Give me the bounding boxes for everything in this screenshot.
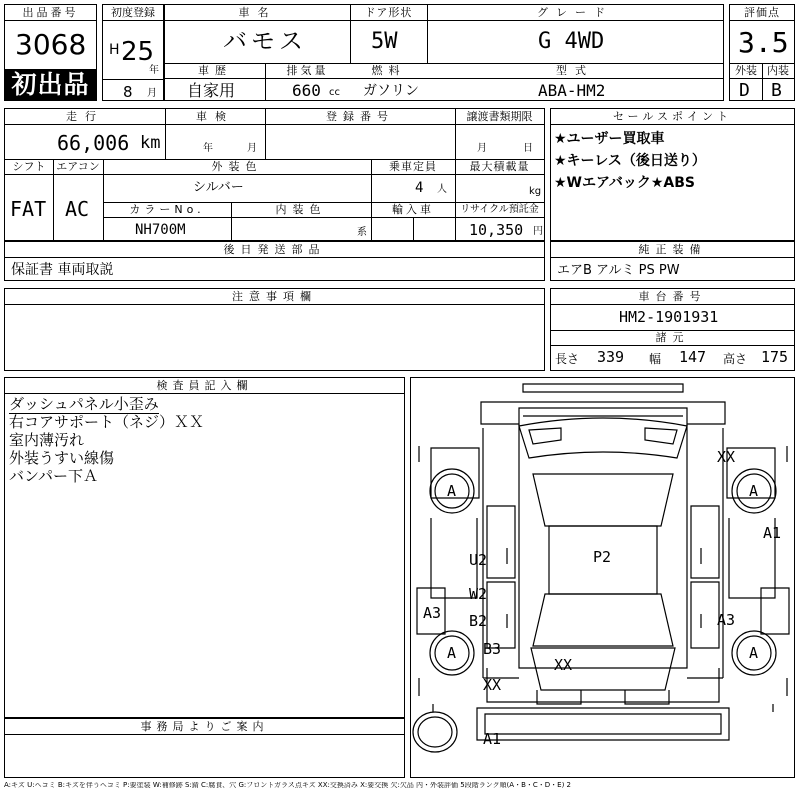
displacement: 660 <box>292 81 321 100</box>
displacement-unit: cc <box>329 87 340 98</box>
score-label: 評価点 <box>744 6 780 19</box>
equipment-box <box>550 241 795 281</box>
width: 147 <box>679 348 707 366</box>
recycle-label: リサイクル預託金 <box>460 204 539 215</box>
damage-a3-right: A3 <box>717 611 736 629</box>
inspector-line-5: バンパー下Ａ <box>9 467 98 485</box>
chassis-box <box>550 288 795 371</box>
chassis-label: 車台番号 <box>638 290 707 303</box>
lot-number-box <box>4 4 97 101</box>
damage-a-front-left-tire: A <box>447 482 457 500</box>
damage-xx-center: XX <box>554 656 573 674</box>
damage-a-front-right-tire: A <box>749 482 759 500</box>
registration-year: 25 <box>121 37 155 67</box>
registration-year-unit: 年 <box>149 65 159 76</box>
inspection-month-unit: 月 <box>247 143 257 154</box>
damage-w2: W2 <box>469 585 488 603</box>
ac-label: エアコン <box>56 160 100 173</box>
color-no: NH700M <box>135 222 186 238</box>
exterior-grade-label: 外装 <box>735 64 757 77</box>
load-unit: kg <box>529 186 542 197</box>
dimensions-label: 諸元 <box>655 331 690 344</box>
damage-p2-roof: P2 <box>593 548 612 566</box>
interior-color-label: 内装色 <box>275 203 327 216</box>
lot-number: 3068 <box>15 28 87 61</box>
sales-point-1: ★ユーザー買取車 <box>554 131 665 147</box>
equipment-value: エアB アルミ PS PW <box>557 263 680 278</box>
capacity: 4 <box>415 180 424 196</box>
inspector-line-1: ダッシュパネル小歪み <box>9 395 159 413</box>
inspection-year-unit: 年 <box>203 143 213 154</box>
registration-label: 初度登録 <box>111 6 155 19</box>
sales-points-box <box>550 108 795 241</box>
capacity-unit: 人 <box>437 184 447 195</box>
lot-label: 出品番号 <box>22 6 79 19</box>
model-code: ABA-HM2 <box>538 81 606 100</box>
sales-points-label: セールスポイント <box>612 110 732 123</box>
car-name-label: 車名 <box>238 6 277 19</box>
damage-a1-rear: A1 <box>483 730 502 748</box>
capacity-label: 乗車定員 <box>389 160 437 173</box>
damage-a-rear-right-tire: A <box>749 644 759 662</box>
door-label: ドア形状 <box>364 6 413 19</box>
inspector-line-2: 右コアサポート（ネジ）ＸＸ <box>9 413 205 431</box>
ac: AC <box>65 197 90 221</box>
car-name: バモス <box>223 27 307 55</box>
history-label: 車歴 <box>198 64 232 77</box>
mileage-unit: km <box>140 133 161 153</box>
history: 自家用 <box>187 81 236 100</box>
displacement-label: 排気量 <box>286 64 329 77</box>
registration-month: 8 <box>123 83 133 101</box>
specs-box <box>4 108 545 241</box>
interior-grade: B <box>771 80 782 101</box>
damage-u2: U2 <box>469 551 488 569</box>
car-info-box <box>164 4 724 101</box>
notes-label: 注意事項欄 <box>232 290 317 303</box>
score-box <box>729 4 795 101</box>
width-label: 幅 <box>649 352 662 366</box>
length-label: 長さ <box>555 352 580 366</box>
model-label: 型式 <box>556 64 594 77</box>
notes-box <box>4 288 545 371</box>
damage-b2: B2 <box>469 612 488 630</box>
inspector-label: 検査員記入欄 <box>156 379 253 392</box>
later-parts-value: 保証書 車両取説 <box>11 262 114 278</box>
length: 339 <box>597 348 625 366</box>
color: シルバー <box>193 180 244 195</box>
sales-point-2: ★キーレス（後日送り） <box>554 153 706 169</box>
car-diagram-box <box>410 377 795 778</box>
interior-grade-label: 内装 <box>767 64 789 77</box>
height-label: 高さ <box>723 352 748 366</box>
equipment-label: 純正装備 <box>638 243 707 256</box>
height: 175 <box>761 348 789 366</box>
grade: G 4WD <box>538 29 605 54</box>
load-label: 最大積載量 <box>469 160 530 173</box>
office-label: 事務局よりご案内 <box>140 720 269 733</box>
score: 3.5 <box>738 26 789 59</box>
damage-a1-right-front: A1 <box>763 524 782 542</box>
mileage-label: 走行 <box>66 110 104 123</box>
damage-a-rear-left-tire: A <box>447 644 457 662</box>
mileage: 66,006 <box>57 131 130 155</box>
shift: FAT <box>10 197 47 221</box>
color-label: 外装色 <box>211 160 263 173</box>
exterior-grade: D <box>739 80 750 101</box>
damage-b3: B3 <box>483 640 502 658</box>
car-diagram-drawing <box>411 378 795 778</box>
inspector-line-4: 外装うすい線傷 <box>9 449 115 467</box>
inspector-line-3: 室内薄汚れ <box>9 431 85 449</box>
fuel-label: 燃料 <box>371 64 406 77</box>
damage-xx-front-right: XX <box>717 448 736 466</box>
shift-label: シフト <box>12 160 46 173</box>
first-listing-badge: 初出品 <box>5 69 96 100</box>
later-parts-label: 後日発送部品 <box>223 243 326 256</box>
registration-month-unit: 月 <box>147 88 157 99</box>
era: H <box>109 42 120 58</box>
interior-color-unit: 系 <box>357 227 367 238</box>
door-type: 5W <box>371 29 398 54</box>
legend: A:キズ U:ヘコミ B:キズを伴うヘコミ P:要塗装 W:補修跡 S:錆 C:腐食、穴 G:フロントガラス点キズ XX:交換済み X:要交換 欠:欠品 内・外装評価 5段階ランク順(A・B・C・D・E) 2 <box>4 782 572 789</box>
transfer-day-unit: 日 <box>523 143 533 154</box>
later-parts-box <box>4 241 545 281</box>
color-no-label: カラーNo. <box>129 203 205 216</box>
inspection-label: 車検 <box>196 110 234 123</box>
sales-point-3: ★Wエアバック★ABS <box>554 175 696 191</box>
inspector-box <box>4 377 405 718</box>
damage-xx-left: XX <box>483 676 502 694</box>
damage-a3-left: A3 <box>423 604 442 622</box>
plate-label: 登録番号 <box>326 110 394 123</box>
recycle: 10,350 <box>469 221 524 239</box>
import-label: 輸入車 <box>392 203 434 216</box>
registration-box <box>102 4 164 101</box>
chassis-number: HM2-1901931 <box>619 308 719 326</box>
office-box <box>4 718 405 778</box>
grade-label: グレード <box>537 6 613 19</box>
transfer-label: 譲渡書類期限 <box>466 110 533 123</box>
recycle-unit: 円 <box>533 226 543 237</box>
fuel: ガソリン <box>363 83 419 99</box>
transfer-month-unit: 月 <box>477 143 487 154</box>
